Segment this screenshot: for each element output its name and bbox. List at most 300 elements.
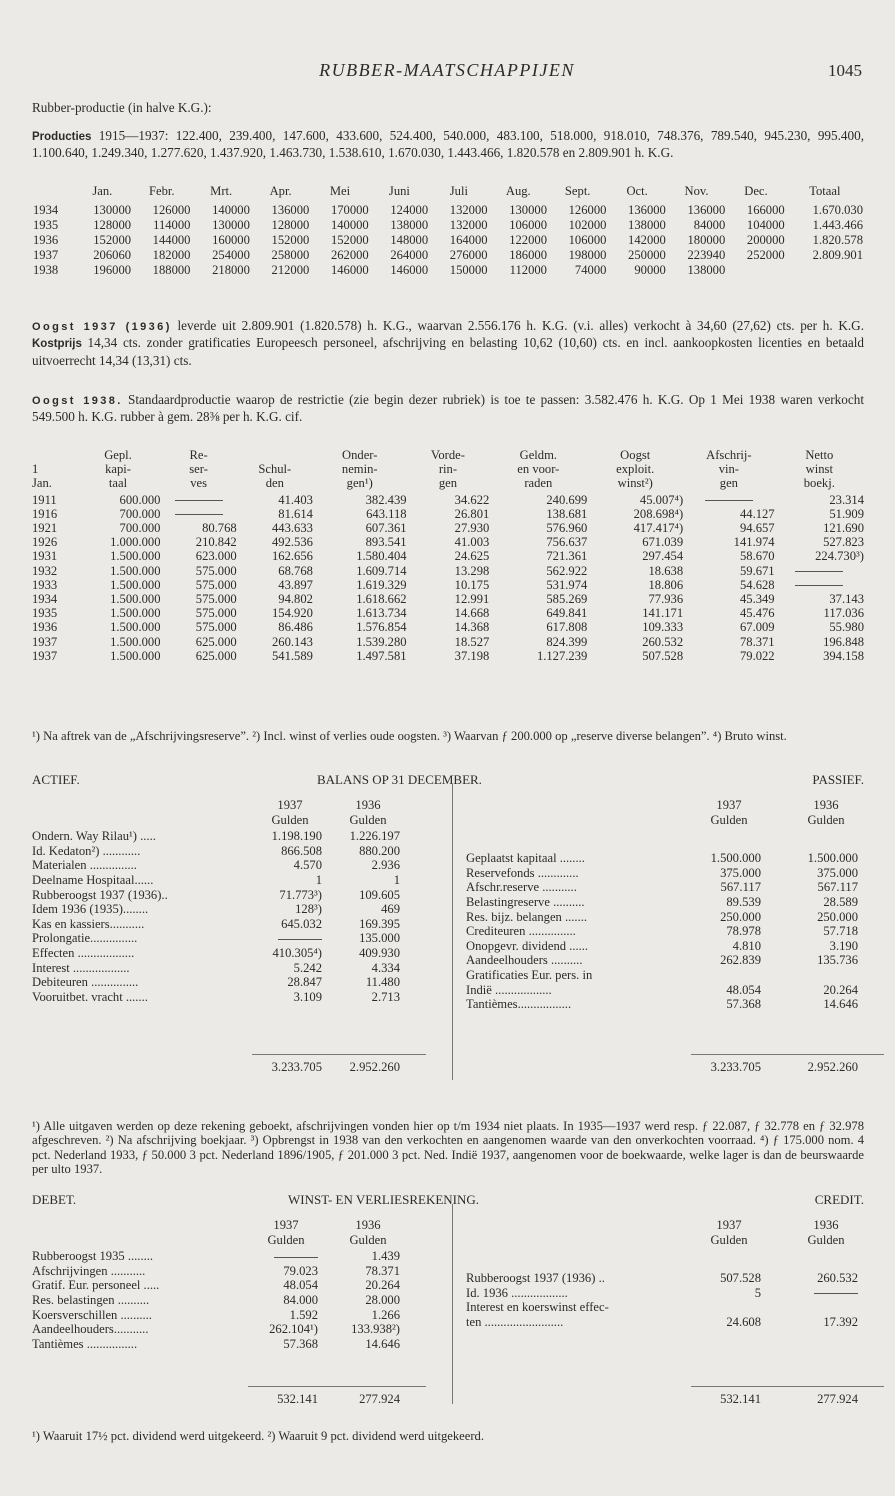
history-header-cell: gen [719, 476, 738, 491]
page-number: 1045 [828, 61, 862, 80]
monthly-cell: 126000 [152, 203, 191, 217]
history-cell: 196.848 [823, 634, 864, 649]
history-cell [160, 507, 236, 521]
total-rule [248, 1386, 426, 1387]
passief-value: 28.589 [823, 895, 858, 909]
production-label: Producties [32, 131, 92, 143]
monthly-cell: 182000 [152, 248, 191, 262]
monthly-cell: 276000 [449, 248, 488, 262]
harvest-1937-label: Oogst 1937 (1936) [32, 321, 172, 333]
unit-heading: Gulden [710, 1232, 748, 1247]
monthly-cell: 102000 [568, 218, 607, 232]
history-cell: 27.930 [454, 521, 490, 536]
total-value: 2.952.260 [349, 1060, 400, 1074]
credit-value: 260.532 [817, 1271, 858, 1286]
history-cell: 623.000 [195, 549, 237, 564]
monthly-cell: 152000 [93, 233, 132, 247]
history-header-cell: kapi- [105, 462, 131, 477]
history-cell: 575.000 [195, 563, 237, 578]
actief-label: Deelname Hospitaal...... [32, 873, 154, 887]
monthly-cell: 136000 [628, 203, 666, 217]
history-footnotes: ¹) Na aftrek van de „Afschrijvingsreserve”. ²) Incl. winst of verlies oude oogsten. ³) Waarvan ƒ 200.000 op „reserve diverse belangen”. ⁴) Bruto winst. [32, 728, 787, 743]
monthly-cell: 150000 [449, 263, 488, 277]
passief-label: Geplaatst kapitaal ........ [466, 851, 585, 866]
history-cell: 575.000 [195, 577, 237, 592]
actief-label: Effecten .................. [32, 946, 135, 960]
history-cell: 18.638 [648, 563, 684, 578]
history-row [32, 649, 864, 663]
history-cell: 18.806 [648, 577, 684, 592]
monthly-cell: 262000 [330, 248, 369, 262]
history-cell: 575.000 [195, 592, 237, 607]
history-cell: 576.960 [546, 521, 588, 536]
monthly-cell: 1937 [33, 248, 59, 262]
monthly-header-cell: Apr. [269, 184, 292, 198]
harvest-1938-label: Oogst 1938. [32, 395, 123, 407]
history-cell: 260.143 [271, 634, 313, 649]
debet-value: 14.646 [365, 1336, 400, 1351]
history-table [32, 448, 864, 663]
production-paragraph [32, 128, 864, 161]
history-row [32, 535, 864, 549]
monthly-header-cell: Dec. [744, 184, 768, 198]
monthly-cell: 112000 [509, 263, 547, 277]
history-cell: 141.171 [642, 606, 684, 621]
actief-value: 5.242 [293, 960, 322, 975]
history-cell: 585.269 [546, 592, 588, 607]
history-cell: 94.657 [739, 521, 775, 536]
history-row [32, 635, 864, 649]
history-cell: 756.637 [546, 535, 588, 550]
history-cell: 1936 [32, 620, 58, 635]
history-cell: 23.314 [829, 492, 864, 507]
history-cell: 1926 [32, 535, 58, 550]
monthly-cell: 264000 [390, 248, 429, 262]
history-cell: 1.619.329 [356, 577, 407, 592]
monthly-header-cell: Juli [449, 184, 468, 198]
passief-value: 14.646 [823, 997, 858, 1012]
passief-value: 3.190 [829, 938, 858, 953]
history-cell: 1.539.280 [356, 634, 407, 649]
monthly-header-cell: Aug. [505, 184, 531, 198]
harvest-1937-text: leverde uit 2.809.901 (1.820.578) h. K.G., waarvan 2.556.176 h. K.G. (v.i. alles) verkocht à 34,60 (27,62) cts. per h. K.G. [171, 318, 864, 333]
monthly-cell: 258000 [271, 248, 310, 262]
year-heading: 1936 [813, 798, 839, 812]
actief-value: 410.305⁴) [272, 946, 322, 960]
monthly-cell: 140000 [212, 203, 250, 217]
actief-value: 409.930 [359, 946, 400, 960]
monthly-cell: 104000 [746, 218, 785, 232]
history-cell: 54.628 [739, 577, 775, 592]
history-cell: 24.625 [454, 549, 490, 564]
monthly-cell: 144000 [152, 233, 191, 247]
history-cell: 1934 [32, 592, 58, 607]
history-cell: 1.618.662 [356, 592, 407, 607]
debet-value: 84.000 [283, 1293, 318, 1307]
history-header-cell: winst [805, 462, 833, 477]
dash-mark [795, 585, 843, 586]
monthly-cell: 136000 [271, 203, 310, 217]
history-header-cell: Re- [189, 448, 208, 462]
dash-mark [705, 500, 753, 501]
passief-value: 375.000 [817, 865, 858, 880]
history-cell: 12.991 [454, 592, 490, 607]
history-cell [683, 493, 774, 507]
dash-mark [814, 1286, 858, 1301]
history-cell: 507.528 [642, 648, 684, 663]
monthly-cell: 148000 [390, 233, 429, 247]
history-cell: 1.500.000 [110, 648, 161, 663]
history-cell: 1.500.000 [110, 563, 161, 578]
actief-value: 128³) [295, 902, 322, 917]
history-cell: 541.589 [271, 648, 313, 663]
monthly-cell: 200000 [746, 233, 785, 247]
monthly-header-row [32, 184, 864, 199]
monthly-cell: 128000 [271, 218, 310, 232]
actief-label: Vooruitbet. vracht ....... [32, 989, 148, 1004]
history-cell: 417.417⁴) [633, 521, 684, 536]
monthly-cell: 250000 [628, 248, 666, 262]
history-header-cell: taal [108, 476, 128, 491]
history-cell: 625.000 [195, 648, 237, 663]
year-heading: 1937 [716, 798, 742, 812]
profit-center-title: WINST- EN VERLIESREKENING. [288, 1192, 480, 1207]
monthly-cell: 106000 [509, 218, 547, 232]
monthly-production-table [32, 184, 864, 278]
history-header-cell: Oogst [620, 448, 651, 462]
history-cell: 1.500.000 [110, 592, 161, 607]
debet-value: 48.054 [283, 1278, 318, 1293]
total-value: 3.233.705 [271, 1060, 322, 1074]
actief-value: 866.508 [281, 843, 322, 858]
history-header-cell: Netto [805, 448, 834, 462]
cost-price-label: Kostprijs [32, 338, 82, 351]
history-cell: 41.403 [278, 492, 313, 507]
history-cell: 14.368 [454, 620, 490, 635]
monthly-header-cell [32, 184, 73, 199]
monthly-cell: 74000 [574, 263, 607, 277]
history-cell: 141.974 [733, 535, 775, 550]
history-cell: 1935 [32, 606, 58, 621]
dash-line [274, 1257, 318, 1258]
passief-value: 135.736 [817, 953, 858, 968]
history-cell: 1921 [32, 521, 58, 536]
debet-label: Res. belastingen .......... [32, 1293, 150, 1307]
monthly-header-cell: Oct. [626, 184, 648, 198]
balance-left-title: ACTIEF. [32, 772, 80, 787]
history-row [32, 521, 864, 535]
history-cell: 1.609.714 [356, 563, 407, 578]
intro-line: Rubber-productie (in halve K.G.): [32, 100, 212, 115]
history-cell: 600.000 [119, 492, 161, 507]
actief-label: Kas en kassiers........... [32, 916, 145, 931]
history-cell: 37.198 [454, 648, 490, 663]
history-cell: 58.670 [739, 549, 775, 564]
passief-value: 375.000 [720, 865, 761, 880]
monthly-cell: 146000 [330, 263, 369, 277]
monthly-cell [726, 263, 785, 278]
monthly-cell: 130000 [509, 203, 547, 217]
history-header-row [32, 476, 864, 490]
history-header-cell: 1 [32, 462, 39, 477]
debet-value: 79.023 [283, 1263, 318, 1278]
unit-heading: Gulden [349, 812, 387, 827]
history-cell: 41.003 [454, 535, 490, 550]
passief-label: Tantièmes................. [466, 997, 572, 1012]
monthly-cell: 132000 [449, 203, 488, 217]
debet-value: 133.938²) [351, 1322, 400, 1337]
history-row [32, 620, 864, 634]
history-cell: 1.500.000 [110, 549, 161, 564]
history-cell: 260.532 [642, 634, 684, 649]
harvest-1938-text: Standaardproductie waarop de restrictie (zie begin dezer rubriek) is toe te passen: 3.582.476 h. K.G. Op 1 Mei 1938 waren verkocht 549.500 h. K.G. rubber à gem. 28⅜ per h. K.G. cif. [32, 392, 864, 425]
year-heading: 1936 [355, 1218, 381, 1232]
debet-label: Koersverschillen .......... [32, 1307, 152, 1322]
history-cell: 117.036 [823, 606, 864, 621]
balance-titles [32, 772, 864, 790]
passief-value: 48.054 [726, 982, 761, 997]
history-cell: 43.897 [278, 577, 313, 592]
passief-label: Res. bijz. belangen ....... [466, 909, 588, 924]
monthly-cell: 1.443.466 [812, 218, 863, 232]
debet-label: Aandeelhouders........... [32, 1322, 149, 1337]
actief-label: Id. Kedaton²) ............ [32, 843, 141, 858]
history-cell: 700.000 [119, 506, 161, 521]
history-cell: 45.476 [739, 606, 775, 621]
monthly-cell: 254000 [212, 248, 250, 262]
total-rule [691, 1386, 884, 1387]
history-cell: 10.175 [454, 577, 490, 592]
history-cell: 208.698⁴) [633, 506, 684, 521]
history-cell: 68.768 [278, 563, 313, 578]
monthly-header-cell: Mei [329, 184, 351, 198]
debet-label: Tantièmes ................ [32, 1336, 138, 1351]
passief-value: 57.718 [823, 924, 858, 939]
history-header-cell: rin- [438, 462, 458, 477]
monthly-cell: 188000 [152, 263, 191, 277]
history-cell: 443.633 [271, 521, 313, 536]
history-cell: 81.614 [278, 506, 313, 521]
history-header-row [32, 462, 864, 476]
history-cell: 531.974 [546, 577, 588, 592]
passief-label: Indië .................. [466, 982, 552, 997]
monthly-cell: 114000 [153, 218, 191, 232]
history-cell: 700.000 [119, 521, 161, 536]
credit-value: 17.392 [823, 1315, 858, 1329]
total-value: 3.233.705 [710, 1060, 761, 1074]
history-cell: 59.671 [739, 563, 775, 578]
monthly-cell: 2.809.901 [812, 248, 863, 262]
monthly-cell: 138000 [390, 218, 429, 232]
history-cell [775, 564, 864, 578]
history-row [32, 592, 864, 606]
history-cell: 394.158 [823, 648, 864, 663]
history-cell: 1.500.000 [110, 634, 161, 649]
history-header-cell: en voor- [517, 462, 560, 477]
passief-value: 57.368 [726, 997, 761, 1012]
history-cell: 80.768 [202, 521, 237, 536]
history-cell: 44.127 [739, 506, 775, 521]
history-header-row [32, 448, 864, 462]
passief-label: Aandeelhouders .......... [466, 953, 583, 968]
history-cell: 79.022 [739, 648, 775, 663]
history-header-cell [237, 448, 313, 462]
history-cell: 77.936 [648, 592, 684, 607]
total-value: 2.952.260 [807, 1060, 858, 1074]
passief-label: Crediteuren ............... [466, 924, 576, 939]
monthly-cell: 152000 [271, 233, 310, 247]
monthly-header-cell: Febr. [148, 184, 175, 198]
actief-value: 71.773³) [279, 887, 322, 902]
history-cell: 1937 [32, 634, 58, 649]
passief-value: 4.810 [732, 938, 761, 953]
history-cell: 154.920 [271, 606, 313, 621]
history-cell: 1.127.239 [536, 648, 588, 663]
debet-value: 1.592 [289, 1307, 318, 1322]
credit-label: ten ......................... [466, 1315, 564, 1329]
history-cell: 625.000 [195, 634, 237, 649]
passief-value: 567.117 [720, 880, 761, 895]
total-value: 532.141 [720, 1392, 761, 1406]
passief-value: 1.500.000 [710, 851, 761, 866]
history-header-cell: vin- [718, 462, 740, 477]
actief-value: 169.395 [359, 916, 400, 931]
history-cell: 643.118 [366, 506, 407, 521]
history-row [32, 507, 864, 521]
history-cell: 297.454 [642, 549, 684, 564]
passief-value: 20.264 [823, 982, 858, 997]
history-row [32, 493, 864, 507]
dash-mark [274, 1249, 318, 1264]
debet-label: Afschrijvingen ........... [32, 1263, 146, 1278]
history-cell: 67.009 [739, 620, 775, 635]
actief-label: Prolongatie............... [32, 931, 138, 946]
debet-label: Gratif. Eur. personeel ..... [32, 1278, 160, 1293]
monthly-row [32, 248, 864, 263]
monthly-header-cell: Juni [388, 184, 410, 198]
history-cell: 492.536 [271, 535, 313, 550]
monthly-cell: 166000 [746, 203, 785, 217]
debet-value: 1.266 [371, 1307, 400, 1322]
history-cell: 162.656 [271, 549, 313, 564]
history-cell: 94.802 [278, 592, 313, 607]
unit-heading: Gulden [267, 1232, 305, 1247]
monthly-cell [786, 263, 864, 278]
monthly-cell: 106000 [568, 233, 607, 247]
passief-value: 78.978 [726, 924, 761, 939]
actief-value: 645.032 [281, 916, 322, 931]
history-header-cell: Gepl. [104, 448, 132, 462]
actief-value: 2.713 [371, 989, 400, 1004]
actief-value: 1 [315, 873, 322, 887]
debet-value: 262.104¹) [269, 1322, 318, 1337]
monthly-cell: 90000 [634, 263, 666, 277]
actief-value: 3.109 [293, 989, 322, 1004]
history-cell: 51.909 [829, 506, 864, 521]
monthly-cell: 164000 [449, 233, 488, 247]
dash-mark [278, 931, 322, 946]
monthly-cell: 142000 [628, 233, 666, 247]
dash-mark [175, 500, 223, 501]
year-heading: 1937 [716, 1218, 742, 1232]
monthly-cell: 196000 [93, 263, 132, 277]
history-row [32, 564, 864, 578]
monthly-cell: 146000 [390, 263, 429, 277]
debet-value: 78.371 [365, 1263, 400, 1278]
debet-label: Rubberoogst 1935 ........ [32, 1249, 154, 1264]
history-cell [775, 578, 864, 592]
monthly-cell: 136000 [687, 203, 726, 217]
history-cell: 649.841 [546, 606, 588, 621]
history-header-cell: ser- [189, 462, 208, 477]
monthly-row [32, 203, 864, 218]
dash-mark [175, 514, 223, 515]
history-cell: 14.668 [454, 606, 490, 621]
history-cell: 607.361 [365, 521, 407, 536]
history-cell: 45.349 [739, 592, 775, 607]
monthly-row [32, 218, 864, 233]
monthly-cell: 122000 [509, 233, 547, 247]
history-header-cell: Jan. [32, 476, 52, 491]
monthly-cell: 1935 [33, 218, 59, 232]
total-rule [691, 1054, 884, 1055]
history-header-cell: boekj. [803, 476, 835, 491]
monthly-row [32, 263, 864, 278]
credit-value: 5 [754, 1285, 761, 1300]
history-cell: 1.497.581 [356, 648, 407, 663]
monthly-cell: 1936 [33, 233, 59, 247]
monthly-cell: 138000 [628, 218, 666, 232]
monthly-cell: 128000 [93, 218, 132, 232]
history-header-cell: Schul- [258, 462, 292, 477]
history-header-cell: ves [190, 476, 207, 491]
history-cell: 1937 [32, 648, 58, 663]
history-header-cell: exploit. [616, 462, 655, 477]
monthly-cell: 170000 [330, 203, 369, 217]
dash-mark [795, 571, 843, 572]
actief-value: 135.000 [359, 931, 400, 946]
total-rule [252, 1054, 426, 1055]
history-header-cell: Onder- [342, 448, 378, 462]
total-value: 277.924 [817, 1392, 858, 1406]
monthly-header-cell: Totaal [809, 184, 841, 198]
profit-loss-titles [32, 1192, 864, 1210]
monthly-cell: 132000 [449, 218, 488, 232]
debet-value: 57.368 [283, 1336, 318, 1351]
monthly-cell: 124000 [390, 203, 429, 217]
history-cell: 34.622 [454, 492, 490, 507]
debet-value: 20.264 [365, 1278, 400, 1293]
history-cell: 1916 [32, 506, 58, 521]
year-heading: 1936 [813, 1218, 839, 1232]
history-header-cell: raden [524, 476, 553, 491]
history-cell: 721.361 [546, 549, 588, 564]
monthly-header-cell: Jan. [92, 184, 113, 198]
passief-label: Gratificaties Eur. pers. in [466, 968, 593, 982]
actief-label: Materialen ............... [32, 858, 137, 873]
history-header-cell: Afschrij- [706, 448, 752, 462]
history-row [32, 606, 864, 620]
passief-label: Belastingreserve .......... [466, 895, 585, 909]
column-divider [452, 784, 453, 1080]
monthly-cell: 186000 [509, 248, 547, 262]
credit-value: 24.608 [726, 1315, 761, 1329]
history-cell: 1.613.734 [356, 606, 407, 621]
year-heading: 1937 [273, 1218, 299, 1232]
history-header-cell: gen [438, 476, 458, 491]
history-row [32, 578, 864, 592]
history-cell: 18.527 [454, 634, 490, 649]
